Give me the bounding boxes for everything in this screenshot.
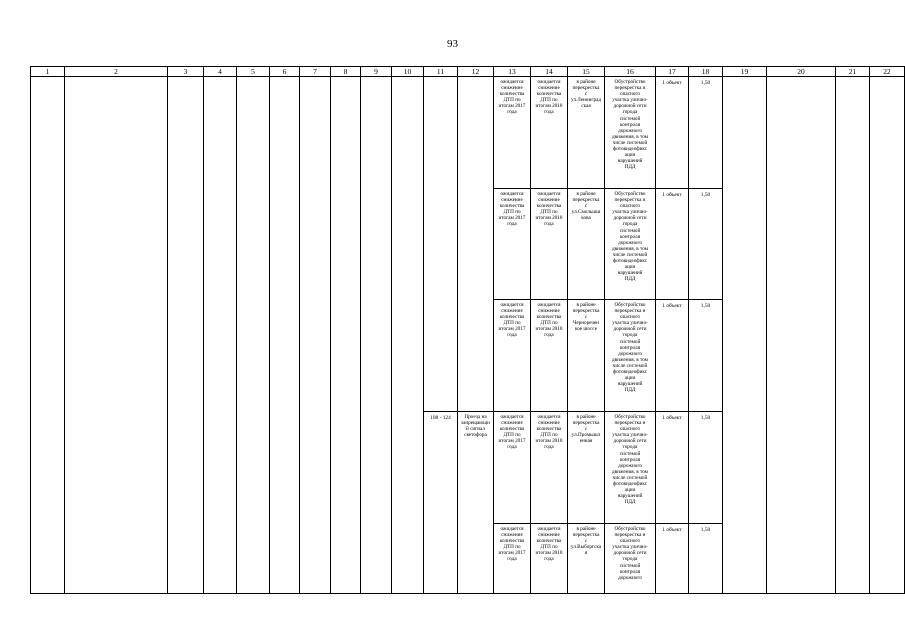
table-cell: ожидается снижение количества ДТП по итогам 2018 года <box>531 412 568 524</box>
table-cell: 1,50 <box>689 300 723 412</box>
table-cell: 108 - 124 <box>424 412 458 594</box>
column-header: 16 <box>605 67 656 77</box>
table-cell <box>424 77 458 412</box>
column-header: 7 <box>300 67 331 77</box>
table-cell: 1,50 <box>689 412 723 524</box>
column-header: 18 <box>689 67 723 77</box>
table-cell <box>204 77 237 594</box>
table-cell: 1 объект <box>656 300 689 412</box>
table-cell: 1 объект <box>656 189 689 300</box>
table-cell: Обустройство перекрестка и опасного участка улично- дорожной сети города системой контроля дорожного <box>605 524 656 594</box>
table-cell: 1,50 <box>689 524 723 594</box>
table-cell: 1 объект <box>656 412 689 524</box>
column-header: 12 <box>458 67 494 77</box>
table-cell <box>836 77 870 594</box>
table-cell: в районе перекрестка с ул.Смольшш кова <box>568 189 605 300</box>
table-cell: 1 объект <box>656 77 689 189</box>
column-header: 10 <box>392 67 424 77</box>
column-header: 15 <box>568 67 605 77</box>
column-header: 14 <box>531 67 568 77</box>
page-number: 93 <box>447 38 458 50</box>
table-cell: ожидается снижение количества ДТП по итогам 2018 года <box>531 189 568 300</box>
table-cell: 1,50 <box>689 189 723 300</box>
column-header: 3 <box>168 67 204 77</box>
column-header: 11 <box>424 67 458 77</box>
header-row <box>31 67 905 77</box>
table-cell <box>31 77 65 594</box>
column-header: 22 <box>870 67 905 77</box>
table-cell <box>168 77 204 594</box>
column-header: 17 <box>656 67 689 77</box>
table-cell: ожидается снижение количества ДТП по итогам 2017 года <box>494 300 531 412</box>
column-header: 13 <box>494 67 531 77</box>
table-cell <box>767 77 836 594</box>
column-header: 5 <box>237 67 270 77</box>
table-cell <box>300 77 331 594</box>
table-cell: Обустройство перекрестка и опасного участка улично- дорожной сети города системой контроля дорожного движения, в том числе системой фотовидеофикс ации нарушений ПДД <box>605 189 656 300</box>
table-cell: в районе перекрестка с Черноречен кое шоссе <box>568 300 605 412</box>
table-row <box>31 77 905 189</box>
data-table <box>30 66 905 594</box>
column-header: 1 <box>31 67 65 77</box>
table-cell <box>270 77 300 594</box>
table-cell: Обустройство перекрестка и опасного участка улично- дорожной сети города системой контроля дорожного движения, в том числе системой фотовидеофикс ации нарушений ПДД <box>605 412 656 524</box>
table-cell <box>723 77 767 594</box>
table-cell: ожидается снижение количества ДТП по итогам 2017 года <box>494 77 531 189</box>
column-header: 20 <box>767 67 836 77</box>
table-cell: ожидается снижение количества ДТП по итогам 2017 года <box>494 412 531 524</box>
table-cell: Обустройство перекрестка и опасного участка улично- дорожной сети города системой контроля дорожного движения, в том числе системой фотовидеофикс ации нарушений ПДД <box>605 77 656 189</box>
table-cell <box>458 77 494 412</box>
column-header: 6 <box>270 67 300 77</box>
table-cell: Обустройство перекрестка и опасного участка улично- дорожной сети города системой контроля дорожного движения, в том числе системой фотовидеофикс ации нарушений ПДД <box>605 300 656 412</box>
table-cell: в районе перекрестка с ул.Ленинград ская <box>568 77 605 189</box>
table-cell: в районе перекрестка с ул.Промышл енная <box>568 412 605 524</box>
column-header: 9 <box>361 67 392 77</box>
table-cell: в районе перекрестка с ул.Выборгска я <box>568 524 605 594</box>
table-cell <box>392 77 424 594</box>
table-cell: ожидается снижение количества ДТП по итогам 2018 года <box>531 524 568 594</box>
column-header: 21 <box>836 67 870 77</box>
column-header: 8 <box>331 67 361 77</box>
table-cell: ожидается снижение количества ДТП по итогам 2018 года <box>531 77 568 189</box>
table-cell: 1,50 <box>689 77 723 189</box>
table-cell <box>65 77 168 594</box>
column-header: 2 <box>65 67 168 77</box>
table-cell <box>361 77 392 594</box>
table-cell <box>331 77 361 594</box>
table-cell: 1 объект <box>656 524 689 594</box>
table-cell: ожидается снижение количества ДТП по итогам 2017 года <box>494 524 531 594</box>
table-cell: Проезд на запрещающи й сигнал светофора <box>458 412 494 594</box>
column-header: 4 <box>204 67 237 77</box>
table-cell: ожидается снижение количества ДТП по итогам 2018 года <box>531 300 568 412</box>
table-cell: ожидается снижение количества ДТП по итогам 2017 года <box>494 189 531 300</box>
table-cell <box>237 77 270 594</box>
column-header: 19 <box>723 67 767 77</box>
table-cell <box>870 77 905 594</box>
